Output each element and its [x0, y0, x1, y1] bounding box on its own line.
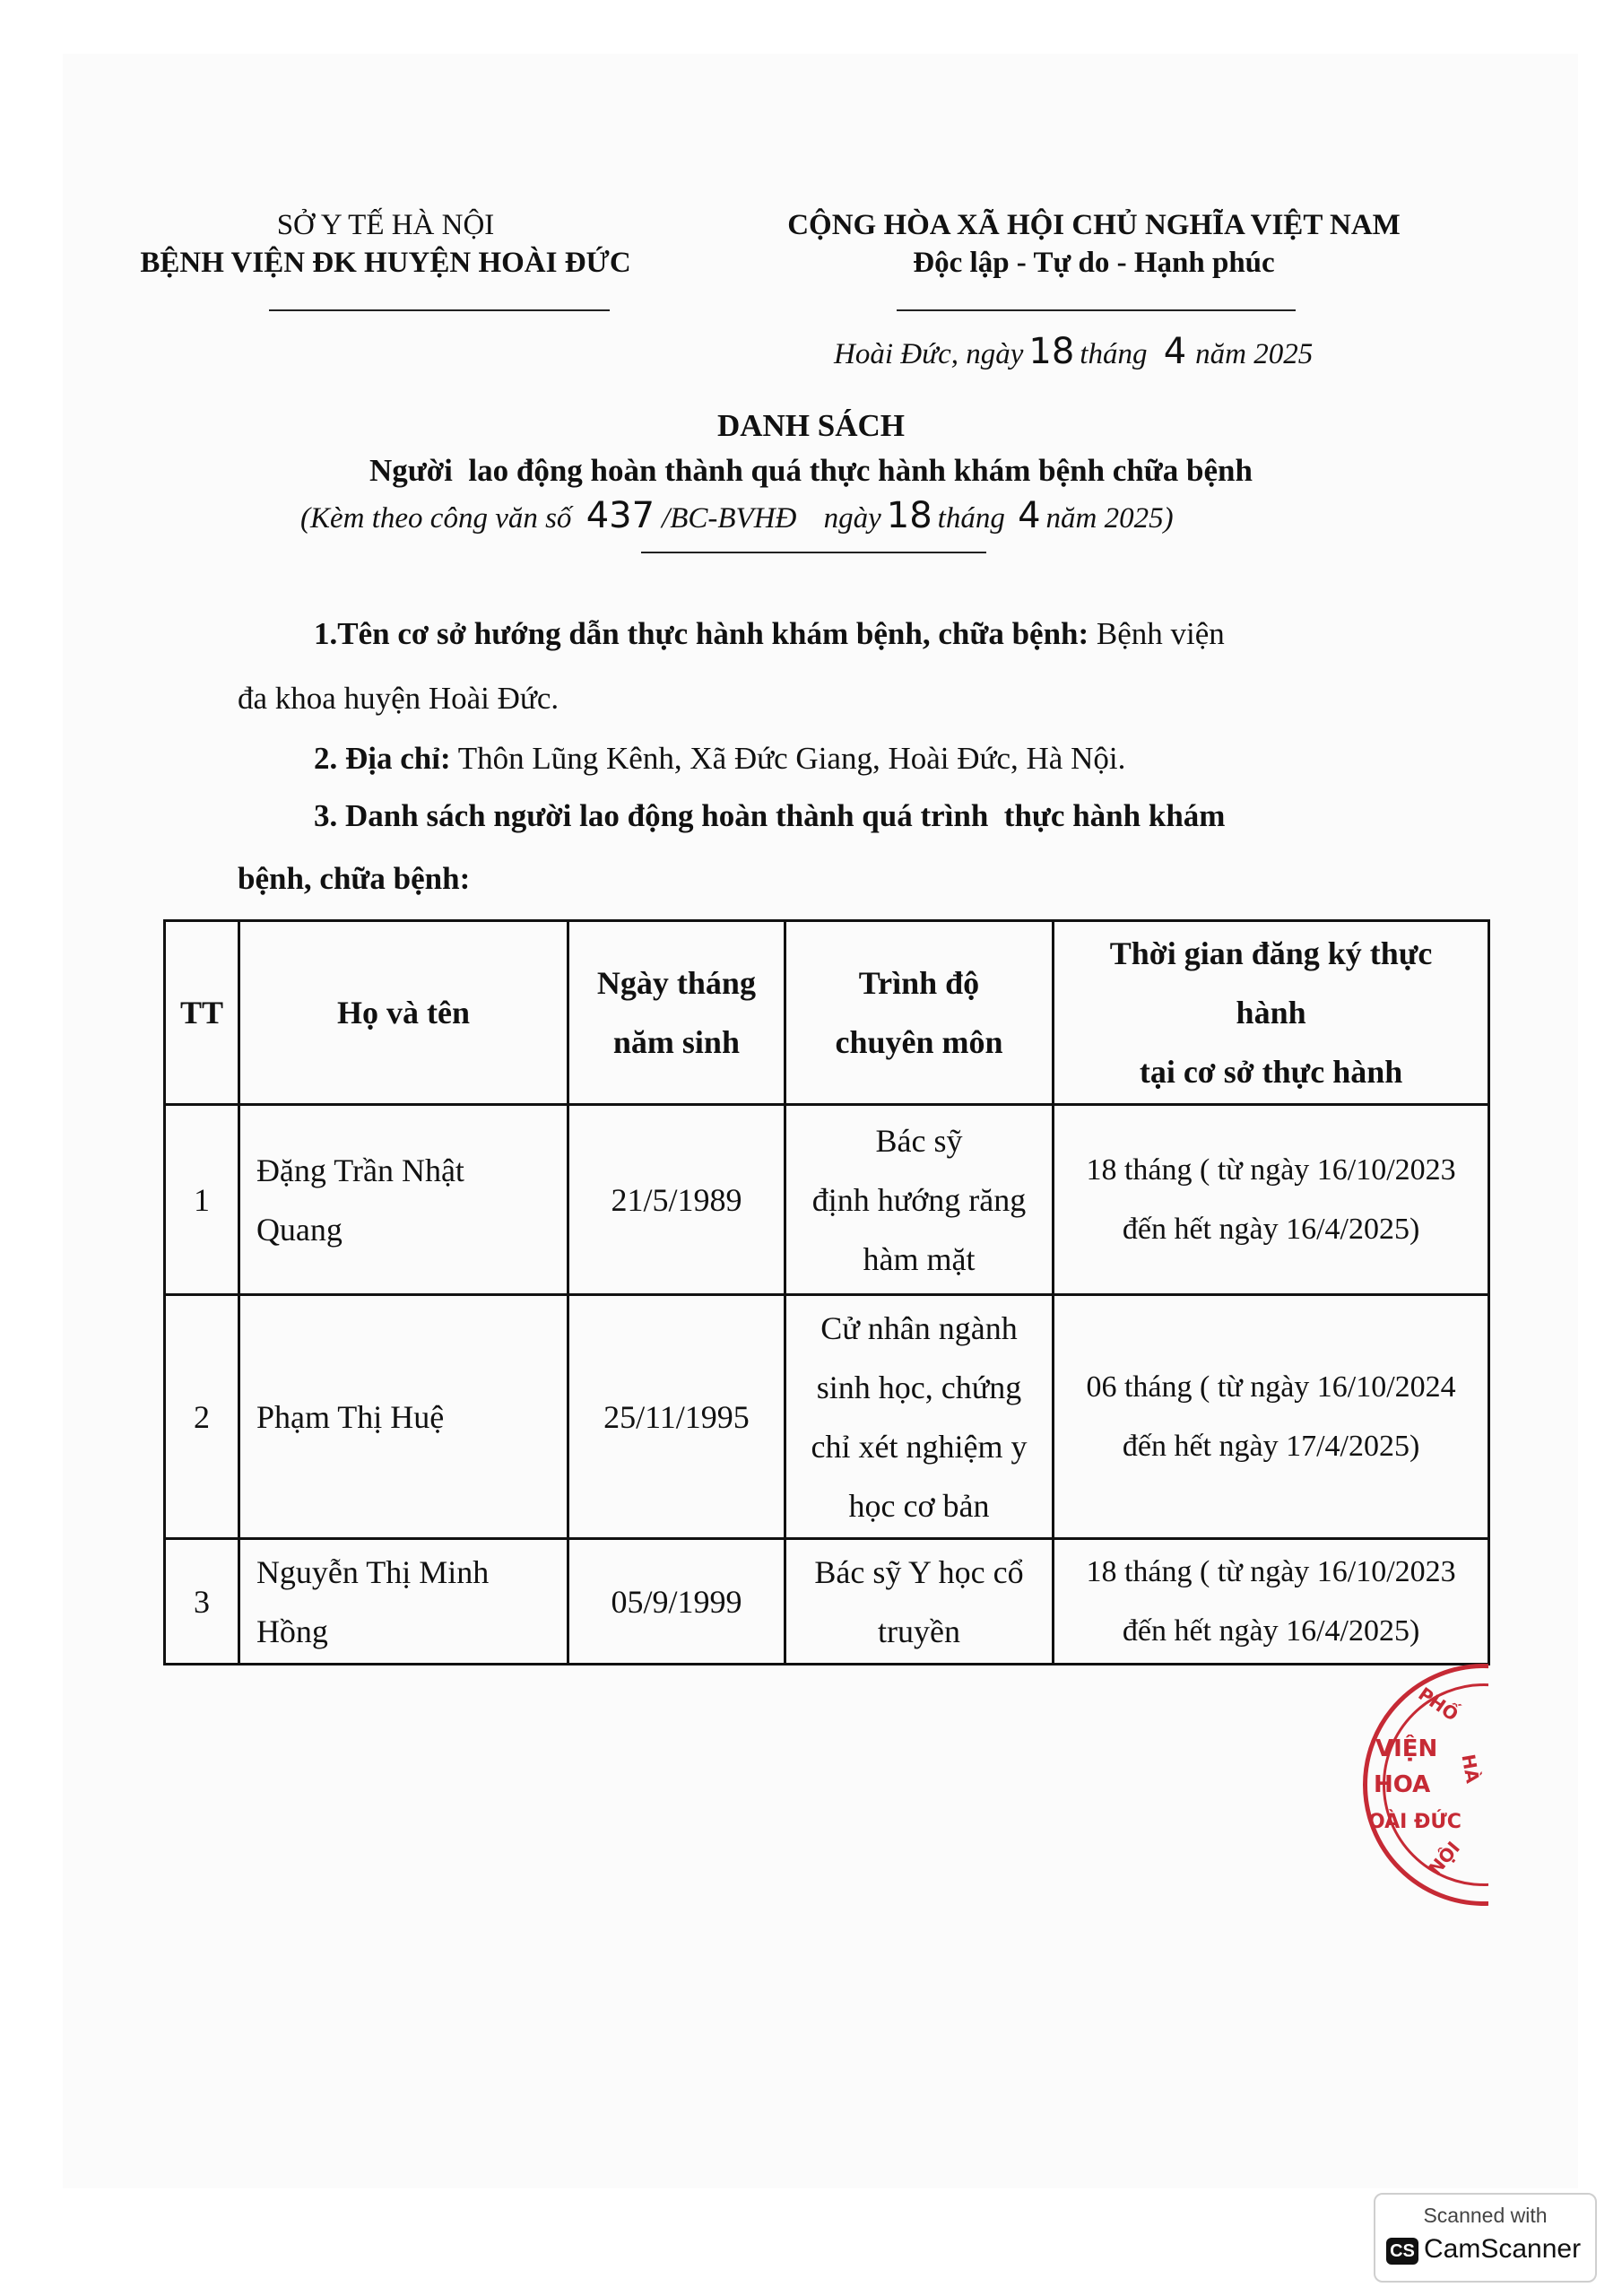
camscanner-watermark: [1374, 2193, 1597, 2283]
row-1-period: [1054, 1105, 1489, 1295]
table-row: [165, 1539, 1489, 1665]
reference-day-label: ngày: [823, 502, 881, 535]
header-period: [1054, 921, 1489, 1105]
stamp-arc-top: PHỐ: [1414, 1683, 1462, 1726]
header-qualification-line-2: chuyên môn: [835, 1024, 1003, 1060]
item-2: [314, 739, 1125, 778]
title-underline: [641, 552, 986, 553]
item-1-line-2: đa khoa huyện Hoài Đức.: [238, 681, 559, 716]
row-1-qualification-line-1: Bác sỹ: [875, 1122, 963, 1159]
row-1-dob: 21/5/1989: [568, 1105, 785, 1295]
agency-header: [134, 206, 637, 282]
header-dob: [568, 921, 785, 1105]
item-1-line-1: [314, 614, 1479, 654]
row-3-dob: 05/9/1999: [568, 1539, 785, 1665]
row-3-name-line-1: Nguyễn Thị Minh: [256, 1553, 490, 1590]
date-day-handwritten: 18: [1028, 331, 1075, 372]
table-header-row: [165, 921, 1489, 1105]
watermark-brand: CamScanner: [1424, 2234, 1582, 2264]
row-2-qualification-line-2: sinh học, chứng: [816, 1369, 1022, 1405]
row-2-period-line-2: đến hết ngày 17/4/2025): [1122, 1429, 1420, 1463]
national-header: [762, 206, 1426, 282]
reference-prefix: (Kèm theo công văn số: [300, 502, 572, 535]
practitioner-table: [163, 919, 1490, 1665]
watermark-top-text: Scanned with: [1423, 2204, 1548, 2227]
header-period-line-1: Thời gian đăng ký thực: [1109, 935, 1433, 971]
row-3-period-line-1: 18 tháng ( từ ngày 16/10/2023: [1086, 1554, 1456, 1588]
row-1-period-line-2: đến hết ngày 16/4/2025): [1122, 1212, 1420, 1246]
row-2-period: [1054, 1295, 1489, 1539]
row-1-name: [239, 1105, 568, 1295]
national-motto: Độc lập - Tự do - Hạnh phúc: [913, 247, 1275, 279]
row-2-qualification-line-4: học cơ bản: [848, 1487, 990, 1524]
stamp-arc-bottom: NỘI: [1424, 1837, 1465, 1880]
row-2-dob: 25/11/1995: [568, 1295, 785, 1539]
row-1-qualification-line-3: hàm mặt: [863, 1240, 976, 1277]
reference-line: [300, 489, 1174, 545]
stamp-line-3: OÀI ĐỨC: [1368, 1811, 1462, 1833]
row-3-qualification: [785, 1539, 1053, 1665]
header-dob-line-1: Ngày tháng: [596, 965, 756, 1001]
stamp-arc-side: HÀ: [1457, 1752, 1484, 1785]
row-1-period-line-1: 18 tháng ( từ ngày 16/10/2023: [1086, 1152, 1456, 1187]
row-2-period-line-1: 06 tháng ( từ ngày 16/10/2024: [1086, 1370, 1456, 1404]
reference-month-handwritten: 4: [1018, 495, 1041, 536]
official-stamp: [1363, 1664, 1488, 1906]
item-1-value-a: Bệnh viện: [1096, 616, 1225, 651]
country-name: CỘNG HÒA XÃ HỘI CHỦ NGHĨA VIỆT NAM: [787, 209, 1401, 241]
date-month-handwritten: 4: [1163, 331, 1187, 372]
hospital-name: BỆNH VIỆN ĐK HUYỆN HOÀI ĐỨC: [140, 247, 631, 279]
date-year: năm 2025: [1195, 338, 1314, 370]
reference-day-handwritten: 18: [886, 495, 932, 536]
row-2-qualification: [785, 1295, 1053, 1539]
header-tt: TT: [165, 921, 239, 1105]
row-2-qualification-line-1: Cử nhân ngành: [820, 1309, 1018, 1346]
header-qualification: [785, 921, 1053, 1105]
item-1-label: 1.Tên cơ sở hướng dẫn thực hành khám bệnh, chữa bệnh:: [314, 616, 1089, 651]
row-3-qualification-line-1: Bác sỹ Y học cổ: [814, 1553, 1024, 1590]
header-period-line-3: tại cơ sở thực hành: [1139, 1054, 1403, 1090]
item-2-value: Thôn Lũng Kênh, Xã Đức Giang, Hoài Đức, Hà Nội.: [457, 741, 1126, 776]
document-subtitle: Người lao động hoàn thành quá thực hành khám bệnh chữa bệnh: [369, 453, 1253, 488]
date-prefix: Hoài Đức, ngày: [834, 338, 1024, 370]
row-1-qualification-line-2: định hướng răng: [811, 1181, 1027, 1218]
row-3-name: [239, 1539, 568, 1665]
date-month-label: tháng: [1080, 338, 1148, 370]
row-2-tt: 2: [165, 1295, 239, 1539]
stamp-line-1: VIỆN: [1375, 1735, 1438, 1762]
reference-year: năm 2025): [1045, 502, 1174, 535]
row-1-name-line-2: Quang: [256, 1211, 343, 1248]
header-period-line-2: hành: [1236, 995, 1306, 1031]
row-1-qualification: [785, 1105, 1053, 1295]
row-3-period: [1054, 1539, 1489, 1665]
item-2-label: 2. Địa chỉ:: [314, 741, 451, 776]
camscanner-logo-icon: CS: [1386, 2238, 1418, 2265]
header-dob-line-2: năm sinh: [612, 1024, 740, 1060]
row-3-name-line-2: Hồng: [256, 1613, 328, 1649]
row-3-qualification-line-2: truyền: [878, 1613, 960, 1649]
table-row: [165, 1295, 1489, 1539]
row-1-tt: 1: [165, 1105, 239, 1295]
document-title: DANH SÁCH: [716, 408, 906, 443]
row-1-name-line-1: Đặng Trần Nhật: [256, 1152, 464, 1188]
table-row: [165, 1105, 1489, 1295]
date-line: [834, 325, 1313, 381]
row-2-qualification-line-3: chỉ xét nghiệm y: [811, 1428, 1028, 1465]
reference-month-label: tháng: [937, 502, 1005, 535]
row-3-period-line-2: đến hết ngày 16/4/2025): [1122, 1613, 1420, 1648]
row-3-tt: 3: [165, 1539, 239, 1665]
header-qualification-line-1: Trình độ: [858, 965, 980, 1001]
item-3-line-1: 3. Danh sách người lao động hoàn thành quá trình thực hành khám: [314, 798, 1226, 833]
stamp-line-2: HOA: [1374, 1771, 1431, 1798]
ministry-name: SỞ Y TẾ HÀ NỘI: [276, 209, 495, 241]
reference-code: /BC-BVHĐ: [662, 502, 797, 535]
row-2-name-line-1: Phạm Thị Huệ: [256, 1398, 445, 1435]
header-name: Họ và tên: [239, 921, 568, 1105]
item-3-line-2: bệnh, chữa bệnh:: [238, 861, 471, 896]
left-header-underline: [269, 309, 610, 311]
reference-number-handwritten: 437: [585, 495, 655, 536]
right-header-underline: [897, 309, 1296, 311]
row-2-name: [239, 1295, 568, 1539]
